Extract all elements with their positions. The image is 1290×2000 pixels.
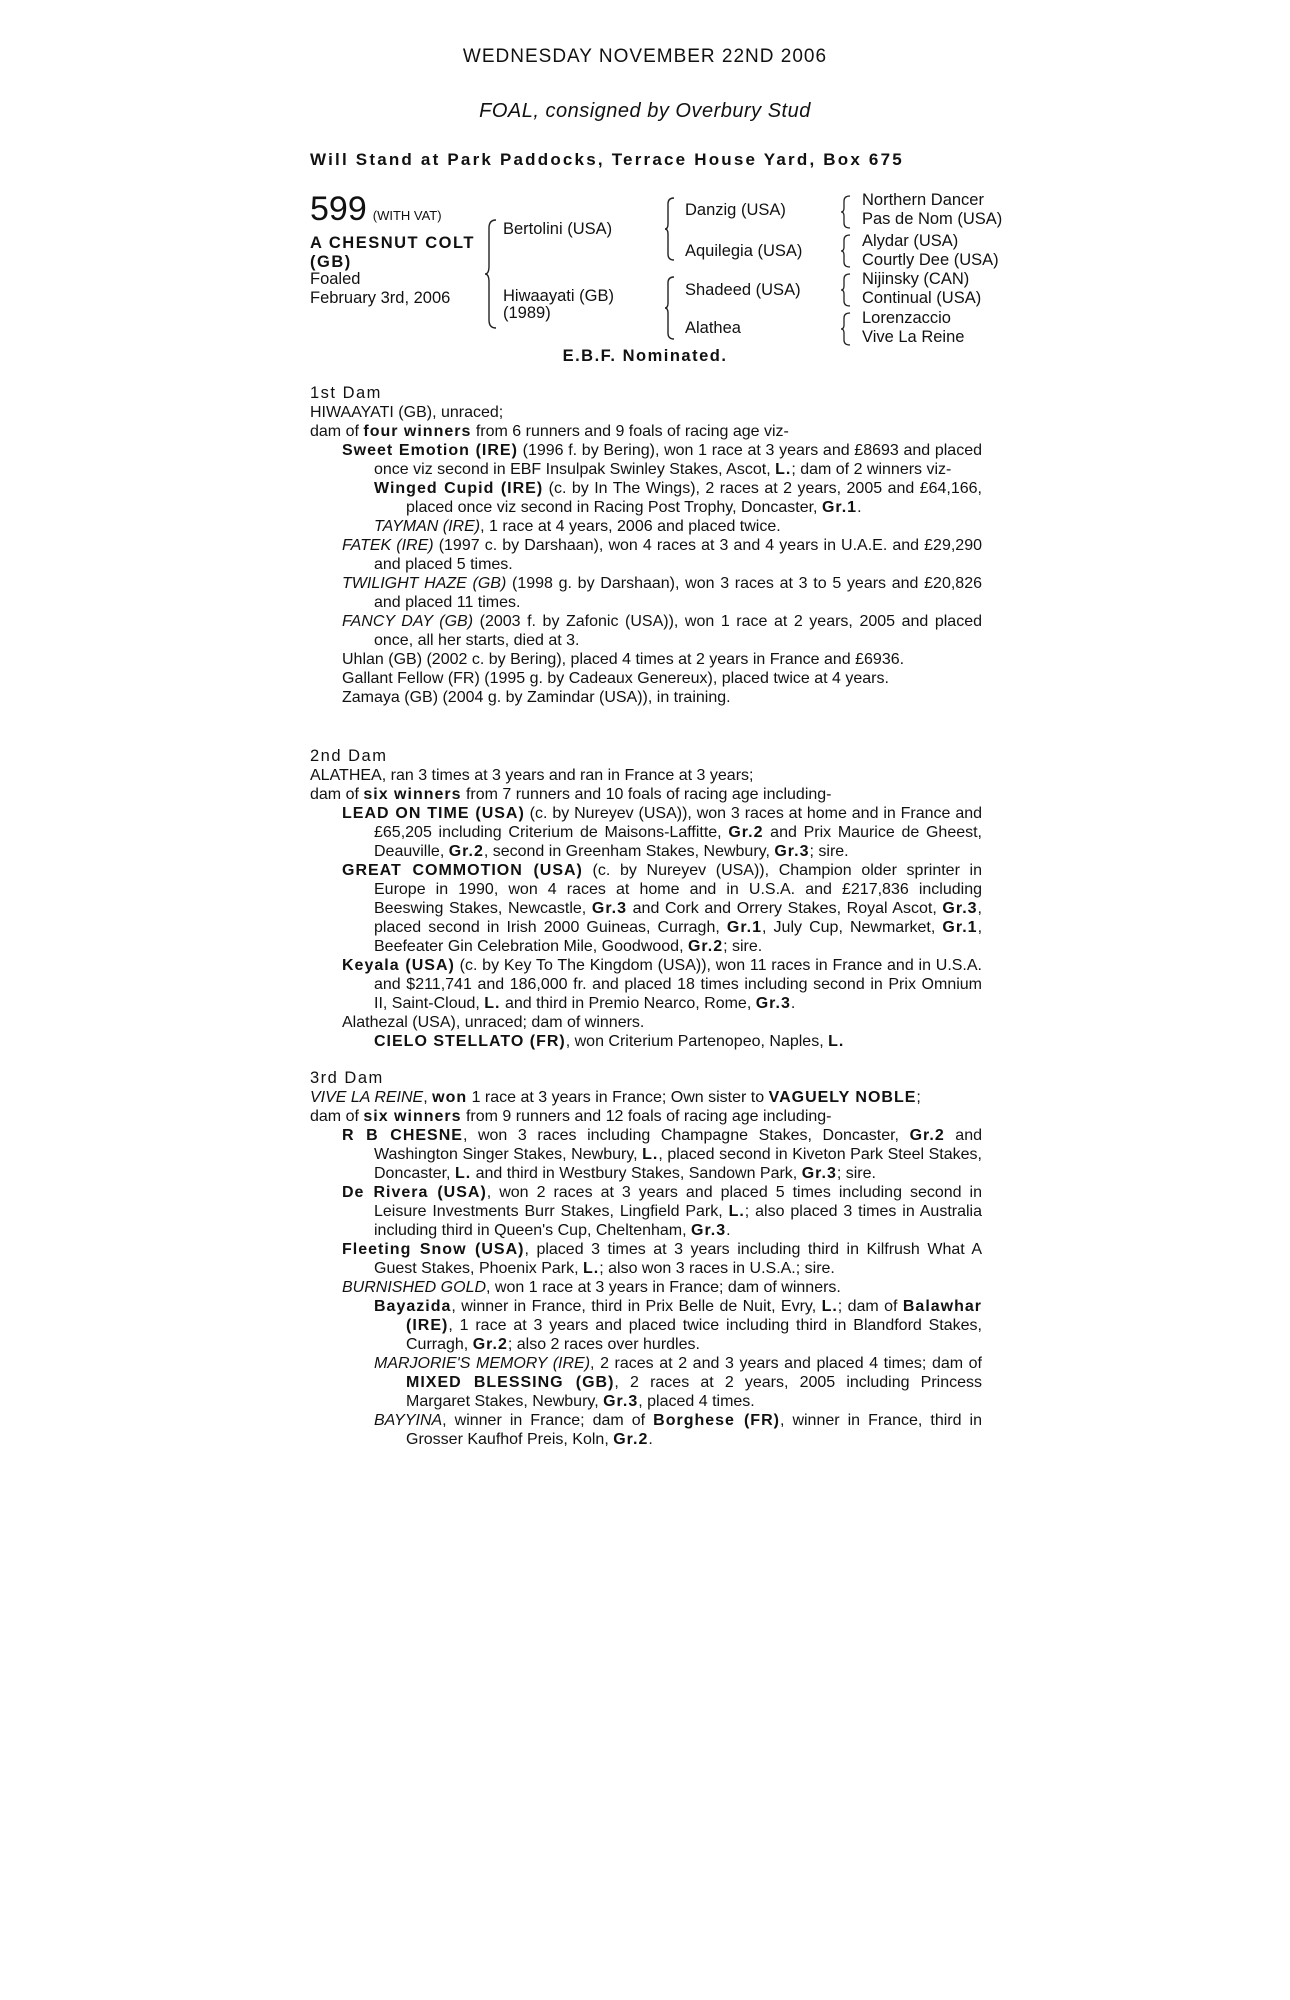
race-grade: L. [454, 1165, 472, 1182]
race-grade: Gr.2 [448, 843, 484, 860]
progeny-text: , second in Greenham Stakes, Newbury, [483, 843, 775, 860]
progeny-entry [310, 1278, 982, 1297]
first-dam-heading: 1st Dam [310, 384, 382, 402]
pedigree-dam [503, 288, 614, 323]
progeny-entry [310, 536, 982, 574]
race-grade: L. [775, 461, 792, 478]
progeny-name: BURNISHED GOLD [342, 1279, 487, 1296]
first-dam-summary [310, 422, 982, 441]
progeny-text: , placed 4 times. [638, 1393, 755, 1410]
first-dam-section [310, 384, 982, 707]
progeny-name: CIELO STELLATO (FR) [374, 1033, 566, 1050]
progeny-name: Sweet Emotion (IRE) [342, 442, 518, 459]
third-dam-summary [310, 1107, 982, 1126]
progeny-name: Borghese (FR) [653, 1412, 780, 1429]
progeny-text: ; also placed 3 times in Australia including third in Queen's Cup, Cheltenham, [374, 1203, 983, 1239]
second-dam-summary [310, 785, 982, 804]
progeny-entry [310, 574, 982, 612]
race-grade: L. [728, 1203, 745, 1220]
race-grade: L. [583, 1260, 600, 1277]
pedigree-dam-sire: Shadeed (USA) [685, 281, 801, 299]
winners-count: six winners [363, 1108, 462, 1125]
pedigree-gg6: Continual (USA) [862, 289, 982, 307]
progeny-text: and Cork and Orrery Stakes, Royal Ascot, [627, 900, 943, 917]
progeny-name: GREAT COMMOTION (USA) [342, 862, 583, 879]
pedigree-brace-g1 [840, 194, 852, 230]
summary-text: dam of [310, 1108, 364, 1125]
pedigree-sire-dam: Aquilegia (USA) [685, 242, 803, 260]
pedigree-dam-name: Hiwaayati (GB) [503, 287, 614, 305]
foaled-block [310, 270, 450, 308]
progeny-text: ; sire. [836, 1165, 876, 1182]
progeny-text: (1996 f. by Bering), won 1 race at 3 years and £8693 and placed once viz second in EBF Insulpak Swinley Stakes, Ascot, [374, 442, 983, 478]
progeny-entry [310, 1297, 982, 1354]
pedigree-gg7: Lorenzaccio [862, 309, 951, 327]
progeny-name: Winged Cupid (IRE) [374, 480, 544, 497]
dam-name: VIVE LA REINE [310, 1089, 424, 1106]
progeny-name: BAYYINA [374, 1412, 443, 1429]
horse-origin: (GB) [310, 252, 352, 271]
progeny-text: , placed second in Kiveton Park Steel Stakes, Doncaster, [374, 1146, 982, 1182]
progeny-text: , 2 races at 2 years, 2005 including Princess Margaret Stakes, Newbury, [406, 1374, 982, 1410]
winners-count: four winners [363, 423, 472, 440]
pedigree-brace-g2 [840, 233, 852, 269]
race-grade: L. [484, 995, 501, 1012]
race-grade: Gr.2 [687, 938, 724, 955]
progeny-text: , won Criterium Partenopeo, Naples, [565, 1033, 829, 1050]
progeny-text: (c. by In The Wings), 2 races at 2 years, 2005 and £64,166, placed once viz second in Racing Post Trophy, Doncaster, [406, 480, 983, 516]
third-dam-heading: 3rd Dam [310, 1069, 384, 1087]
second-dam-section [310, 747, 982, 1051]
progeny-entry [310, 479, 982, 517]
progeny-text: and Prix Maurice de Gheest, Deauville, [374, 824, 983, 860]
pedigree-sire-sire: Danzig (USA) [685, 201, 786, 219]
progeny-name: MIXED BLESSING (GB) [406, 1374, 615, 1391]
progeny-text: and third in Premio Nearco, Rome, [500, 995, 756, 1012]
pedigree-gg2: Pas de Nom (USA) [862, 210, 1003, 228]
progeny-entry [310, 517, 982, 536]
progeny-text: . [790, 995, 796, 1012]
pedigree-brace-sire [664, 196, 676, 262]
race-grade: Gr.3 [942, 900, 978, 917]
progeny-text: , Beefeater Gin Celebration Mile, Goodwood, [374, 919, 983, 955]
progeny-text: , won 2 races at 3 years and placed 5 times including second in Leisure Investments Burr Stakes, Lingfield Park, [374, 1184, 983, 1220]
progeny-text: , 2 races at 2 and 3 years and placed 4 times; dam of [590, 1355, 983, 1372]
progeny-text: (c. by Nureyev (USA)), won 3 races at home and in France and £65,205 including Criterium de Maisons-Laffitte, [374, 805, 983, 841]
progeny-entry [310, 804, 982, 861]
progeny-text: ; dam of 2 winners viz- [791, 461, 952, 478]
intro-text: 1 race at 3 years in France; Own sister to [467, 1089, 769, 1106]
pedigree-brace-g4 [840, 311, 852, 347]
progeny-name: TAYMAN (IRE) [374, 518, 481, 535]
progeny-text: ; also won 3 races in U.S.A.; sire. [599, 1260, 835, 1277]
pedigree-brace-dam [664, 275, 676, 341]
progeny-text: , winner in France, third in Prix Belle de Nuit, Evry, [451, 1298, 822, 1315]
race-grade: Gr.3 [603, 1393, 639, 1410]
horse-description [310, 234, 475, 272]
pedigree-gg1: Northern Dancer [862, 191, 984, 209]
progeny-name: Bayazida [374, 1298, 452, 1315]
progeny-text: and Washington Singer Stakes, Newbury, [374, 1127, 982, 1163]
summary-text: from 6 runners and 9 foals of racing age viz- [471, 423, 789, 440]
progeny-name: Fleeting Snow (USA) [342, 1241, 525, 1258]
progeny-text: , 1 race at 4 years, 2006 and placed twice. [480, 518, 781, 535]
progeny-entry: Uhlan (GB) (2002 c. by Bering), placed 4 times at 2 years in France and £6936. [342, 651, 905, 668]
stand-location: Will Stand at Park Paddocks, Terrace House Yard, Box 675 [310, 150, 904, 169]
progeny-text: ; sire. [723, 938, 763, 955]
progeny-text: , July Cup, Newmarket, [762, 919, 943, 936]
progeny-name: Keyala (USA) [342, 957, 455, 974]
lot-number: 599 [310, 190, 367, 228]
progeny-text: , placed second in Irish 2000 Guineas, Curragh, [374, 900, 982, 936]
progeny-text: ; dam of [837, 1298, 903, 1315]
race-grade: Gr.2 [472, 1336, 508, 1353]
progeny-entry: Zamaya (GB) (2004 g. by Zamindar (USA)), in training. [342, 689, 731, 706]
sale-date: WEDNESDAY NOVEMBER 22ND 2006 [462, 46, 828, 67]
pedigree-gg3: Alydar (USA) [862, 232, 959, 250]
progeny-entry: Alathezal (USA), unraced; dam of winners. [342, 1014, 645, 1031]
progeny-entry [310, 861, 982, 956]
pedigree-brace-main [484, 218, 498, 330]
pedigree-gg5: Nijinsky (CAN) [862, 270, 970, 288]
second-dam-heading: 2nd Dam [310, 747, 388, 765]
progeny-text: (c. by Key To The Kingdom (USA)), won 11 races in France and in U.S.A. and $211,741 and 186,000 fr. and placed 18 times including second in Prix Omnium II, Saint-Cloud, [374, 957, 982, 1012]
progeny-text: ; also 2 races over hurdles. [507, 1336, 700, 1353]
intro-text: ; [916, 1089, 921, 1106]
summary-text: dam of [310, 786, 364, 803]
progeny-name: FANCY DAY (GB) [342, 613, 474, 630]
progeny-text: , won 3 races including Champagne Stakes, Doncaster, [462, 1127, 910, 1144]
progeny-text: (1997 c. by Darshaan), won 4 races at 3 and 4 years in U.A.E. and £29,290 and placed 5 times. [374, 537, 982, 573]
pedigree-gg8: Vive La Reine [862, 328, 965, 346]
progeny-text: , 1 race at 3 years and placed twice including third in Blandford Stakes, Curragh, [406, 1317, 982, 1353]
progeny-entry [310, 441, 982, 479]
race-grade: Gr.1 [942, 919, 978, 936]
progeny-text: . [857, 499, 862, 516]
vat-label: (WITH VAT) [372, 208, 442, 223]
progeny-text: , placed 3 times at 3 years including third in Kilfrush What A Guest Stakes, Phoenix Park, [374, 1241, 983, 1277]
third-dam-intro [310, 1088, 982, 1107]
progeny-text: (c. by Nureyev (USA)), Champion older sprinter in Europe in 1990, won 4 races at home and in U.S.A. and £217,836 including Beeswing Stakes, Newcastle, [374, 862, 983, 917]
progeny-name: R B CHESNE [342, 1127, 463, 1144]
race-grade: Gr.3 [801, 1165, 837, 1182]
race-grade: Gr.3 [774, 843, 810, 860]
progeny-name: TWILIGHT HAZE (GB) [342, 575, 507, 592]
foaled-label: Foaled [310, 270, 361, 288]
race-grade: Gr.3 [691, 1222, 727, 1239]
second-dam-intro: ALATHEA, ran 3 times at 3 years and ran in France at 3 years; [310, 767, 754, 784]
progeny-name: Balawhar (IRE) [406, 1298, 982, 1334]
progeny-name: MARJORIE'S MEMORY (IRE) [374, 1355, 591, 1372]
race-grade: L. [642, 1146, 659, 1163]
third-dam-section [310, 1069, 982, 1449]
lot-number-block [310, 192, 442, 226]
race-grade: Gr.2 [909, 1127, 945, 1144]
race-grade: L. [821, 1298, 838, 1315]
horse-title: A CHESNUT COLT [310, 234, 475, 252]
progeny-entry [310, 956, 982, 1013]
progeny-text: (2003 f. by Zafonic (USA)), won 1 race at 2 years, 2005 and placed once, all her starts, died at 3. [374, 613, 982, 649]
progeny-entry: Gallant Fellow (FR) (1995 g. by Cadeaux Genereux), placed twice at 4 years. [342, 670, 889, 687]
progeny-text: , winner in France; dam of [442, 1412, 654, 1429]
pedigree-gg4: Courtly Dee (USA) [862, 251, 999, 269]
progeny-entry [310, 1240, 982, 1278]
winners-count: six winners [363, 786, 462, 803]
intro-text: won [432, 1089, 468, 1106]
race-grade: L. [828, 1033, 845, 1050]
pedigree-brace-g3 [840, 272, 852, 308]
race-grade: Gr.2 [728, 824, 764, 841]
progeny-text: and third in Westbury Stakes, Sandown Park, [471, 1165, 802, 1182]
progeny-text: , winner in France, third in Grosser Kaufhof Preis, Koln, [406, 1412, 983, 1448]
progeny-entry [310, 612, 982, 650]
progeny-text: , won 1 race at 3 years in France; dam of winners. [486, 1279, 841, 1296]
summary-text: from 7 runners and 10 foals of racing age including- [461, 786, 832, 803]
progeny-text: (1998 g. by Darshaan), won 3 races at 3 to 5 years and £20,826 and placed 11 times. [374, 575, 982, 611]
pedigree-dam-year: (1989) [503, 304, 551, 323]
pedigree-sire: Bertolini (USA) [503, 220, 613, 238]
progeny-text: . [726, 1222, 731, 1239]
race-grade: Gr.1 [821, 499, 858, 516]
progeny-entry [310, 1183, 982, 1240]
pedigree-dam-dam: Alathea [685, 319, 741, 337]
progeny-entry [310, 1354, 982, 1411]
progeny-entry [310, 1411, 982, 1449]
progeny-name: De Rivera (USA) [342, 1184, 487, 1201]
progeny-name: FATEK (IRE) [342, 537, 434, 554]
progeny-entry [310, 1126, 982, 1183]
progeny-text: . [648, 1431, 653, 1448]
race-grade: Gr.3 [591, 900, 628, 917]
ebf-nominated: E.B.F. Nominated. [562, 347, 728, 365]
race-grade: Gr.1 [726, 919, 763, 936]
sibling-name: VAGUELY NOBLE [768, 1089, 917, 1106]
race-grade: Gr.2 [613, 1431, 649, 1448]
progeny-name: LEAD ON TIME (USA) [342, 805, 525, 822]
intro-text: , [423, 1089, 433, 1106]
summary-text: dam of [310, 423, 364, 440]
foaled-date: February 3rd, 2006 [310, 288, 451, 307]
progeny-text: ; sire. [809, 843, 849, 860]
consignor-line: FOAL, consigned by Overbury Stud [479, 100, 811, 122]
first-dam-intro: HIWAAYATI (GB), unraced; [310, 404, 504, 421]
race-grade: Gr.3 [755, 995, 791, 1012]
progeny-entry [310, 1032, 982, 1051]
summary-text: from 9 runners and 12 foals of racing age including- [461, 1108, 832, 1125]
